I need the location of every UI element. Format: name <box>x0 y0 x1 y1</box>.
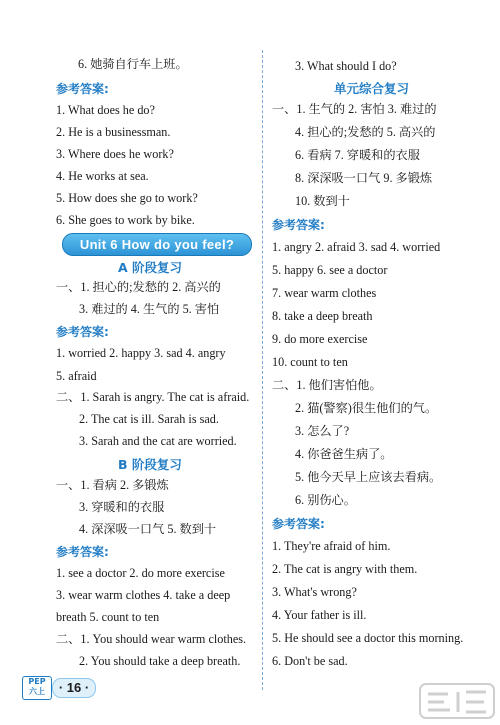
exercise-line: 4. 担心的;发愁的 5. 高兴的 <box>295 125 436 139</box>
unit-title: Unit 6 How do you feel? <box>79 237 235 252</box>
answer-line: 6. She goes to work by bike. <box>56 213 195 227</box>
watermark-logo-icon <box>418 680 496 722</box>
exercise-line: 5. 他今天早上应该去看病。 <box>295 470 442 484</box>
edition-bottom: 六上 <box>29 687 45 696</box>
answer-line: 5. He should see a doctor this morning. <box>272 631 464 645</box>
answer-line: 1. They're afraid of him. <box>272 539 391 553</box>
answer-line: 3. What's wrong? <box>272 585 357 599</box>
exercise-line: 二、1. Sarah is angry. The cat is afraid. <box>56 390 250 404</box>
answer-label: 参考答案: <box>56 545 109 559</box>
answer-line: breath 5. count to ten <box>56 610 160 624</box>
question-text: 3. What should I do? <box>295 59 397 73</box>
answer-line: 1. What does he do? <box>56 103 155 117</box>
answer-line: 8. take a deep breath <box>272 309 373 323</box>
exercise-line: 一、1. 看病 2. 多锻炼 <box>56 478 169 492</box>
edition-badge <box>22 676 52 700</box>
exercise-line: 4. 深深吸一口气 5. 数到十 <box>79 522 217 536</box>
exercise-line: 6. 看病 7. 穿暖和的衣服 <box>295 148 420 162</box>
exercise-line: 一、1. 担心的;发愁的 2. 高兴的 <box>56 280 221 294</box>
exercise-line: 2. 猫(警察)很生他们的气。 <box>295 401 438 415</box>
answer-line: 7. wear warm clothes <box>272 286 377 300</box>
answer-line: 6. Don't be sad. <box>272 654 348 668</box>
exercise-line: 10. 数到十 <box>295 194 350 208</box>
answer-line: 5. happy 6. see a doctor <box>272 263 388 277</box>
answer-label: 参考答案: <box>272 218 325 232</box>
unit-review-title: 单元综合复习 <box>334 81 410 96</box>
exercise-line: 3. 难过的 4. 生气的 5. 害怕 <box>79 302 220 316</box>
exercise-line: 2. The cat is ill. Sarah is sad. <box>79 412 219 426</box>
answer-line: 1. angry 2. afraid 3. sad 4. worried <box>272 240 441 254</box>
answer-line: 2. The cat is angry with them. <box>272 562 418 576</box>
exercise-line: 4. 你爸爸生病了。 <box>295 447 393 461</box>
answer-line: 5. How does she go to work? <box>56 191 198 205</box>
answer-label: 参考答案: <box>272 517 325 531</box>
exercise-line: 8. 深深吸一口气 9. 多锻炼 <box>295 171 433 185</box>
page-number: · 16 · <box>52 678 96 698</box>
answer-line: 9. do more exercise <box>272 332 368 346</box>
section-a-title: A 阶段复习 <box>118 260 183 275</box>
exercise-line: 一、1. 生气的 2. 害怕 3. 难过的 <box>272 102 437 116</box>
exercise-line: 二、1. 他们害怕他。 <box>272 378 382 392</box>
answer-line: 5. afraid <box>56 369 97 383</box>
answer-line: 2. He is a businessman. <box>56 125 171 139</box>
exercise-line: 2. You should take a deep breath. <box>79 654 241 668</box>
unit-title-banner <box>62 233 252 256</box>
answer-line: 4. Your father is ill. <box>272 608 367 622</box>
answer-line: 4. He works at sea. <box>56 169 149 183</box>
exercise-line: 3. Sarah and the cat are worried. <box>79 434 237 448</box>
column-divider <box>262 50 263 690</box>
exercise-line: 二、1. You should wear warm clothes. <box>56 632 247 646</box>
answer-line: 3. wear warm clothes 4. take a deep <box>56 588 231 602</box>
exercise-line: 3. 怎么了? <box>295 424 350 438</box>
answer-line: 3. Where does he work? <box>56 147 174 161</box>
edition-top: PEP <box>28 677 46 686</box>
answer-label: 参考答案: <box>56 325 109 339</box>
exercise-line: 3. 穿暖和的衣服 <box>79 500 165 514</box>
answer-line: 10. count to ten <box>272 355 348 369</box>
question-text: 6. 她骑自行车上班。 <box>78 57 188 71</box>
answer-label: 参考答案: <box>56 82 109 96</box>
answer-line: 1. worried 2. happy 3. sad 4. angry <box>56 346 226 360</box>
section-b-title: B 阶段复习 <box>118 457 182 472</box>
exercise-line: 6. 别伤心。 <box>295 493 356 507</box>
answer-line: 1. see a doctor 2. do more exercise <box>56 566 225 580</box>
